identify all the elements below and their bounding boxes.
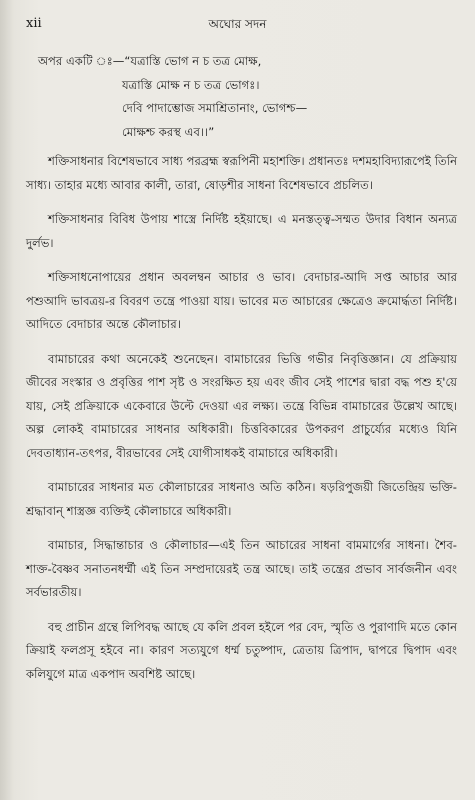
paragraph: শক্তিসাধনার বিবিধ উপায় শাস্ত্রে নির্দিষ্ট হইয়াছে। এ মনস্তত্ত্ব-সম্মত উদার বিধান অন্যত্র দুর্লভ। [26,212,457,250]
page-header [26,16,449,36]
paragraph: শক্তিসাধনার বিশেষভাবে সাধ্য পরব্রহ্ম স্বরূপিনী মহাশক্তি। প্রধানতঃ দশমহাবিদ্যারূপেই তিনি সাধ্য। তাহার মধ্যে আবার কালী, তারা, ষোড়শীর সাধনা বিশেষভাবে প্রচলিত। [26,154,457,192]
verse-line: মোক্ষশ্চ করস্থ এব।।” [122,124,215,139]
verse-line-text: “যত্রাস্তি ভোগ ন চ তত্র মোক্ষ, [124,54,262,68]
paragraph: বহু প্রাচীন গ্রন্থে লিপিবদ্ধ আছে যে কলি প্রবল হইলে পর বেদ, স্মৃতি ও পুরাণাদি মতে কোন ক্রিয়াই ফলপ্রসূ হইবে না। কারণ সত্যযুগে ধর্ম্ম চতুষ্পাদ, ত্রেতায় ত্রিপাদ, দ্বাপরে দ্বিপাদ এবং কলিযুগে মাত্র একপাদ অবশিষ্ট আছে। [26,619,457,681]
verse-line: যত্রাস্তি মোক্ষ ন চ তত্র ভোগঃ। [122,77,260,92]
sanskrit-verse [26,50,457,144]
verse-intro: অপর একটি ঃ— [38,54,125,68]
paragraph: বামাচারের কথা অনেকেই শুনেছেন। বামাচারের ভিত্তি গভীর নিবৃত্তিজ্ঞান। যে প্রক্রিয়ায় জীবের সংস্কার ও প্রবৃত্তির পাশ সৃষ্ট ও সংরক্ষিত হয় এবং জীব সেই পাশের দ্বারা বদ্ধ পশু হ'য়ে যায়, সেই প্রক্রিয়াকে একেবারে উল্টে দেওয়া এর লক্ষ্য। তন্ত্রে বিভিন্ন বামাচারের উল্লেখ আছে। অল্প লোকই বামাচারের সাধনার অধিকারী। চিত্তবিকারের উপকরণ প্রাচুর্য্যের মধ্যেও যিনি দেবতাধ্যান-তৎপর, বীরভাবের সেই যোগীসাধকই বামাচারে অধিকারী। [26,351,457,460]
paragraph: বামাচার, সিদ্ধান্তাচার ও কৌলাচার—এই তিন আচারের সাধনা বামমার্গের সাধনা। শৈব-শাক্ত-বৈষ্ণব সনাতনধর্ম্মী এই তিন সম্প্রদায়েরই তন্ত্র আছে। তাই তন্ত্রের প্রভাব সার্বজনীন এবং সর্বভারতীয়। [26,538,457,599]
verse-line [26,50,457,74]
verse-line: দেবি পাদাম্ভোজ সমাশ্রিতানাং, ভোগশ্চ— [122,101,308,115]
paragraph: বামাচারের সাধনার মত কৌলাচারের সাধনাও অতি কঠিন। ষড়রিপুজয়ী জিতেন্দ্রিয় ভক্তি-শ্রদ্ধাবান্ শাস্ত্রজ্ঞ ব্যক্তিই কৌলাচারে অধিকারী। [26,480,457,518]
page-body [26,50,457,695]
running-title: অঘোর সদন [208,17,267,31]
page-number: xii [26,16,42,31]
paragraph: শক্তিসাধনোপায়ের প্রধান অবলম্বন আচার ও ভাব। বেদাচার-আদি সপ্ত আচার আর পশুআদি ভাবত্রয়-র বিবরণ তন্ত্রে পাওয়া যায়। ভাবের মত আচারের ক্ষেত্রেও ক্রমোর্দ্ধতা নির্দিষ্ট। আদিতে বেদাচার অন্তে কৌলাচার। [26,270,457,331]
